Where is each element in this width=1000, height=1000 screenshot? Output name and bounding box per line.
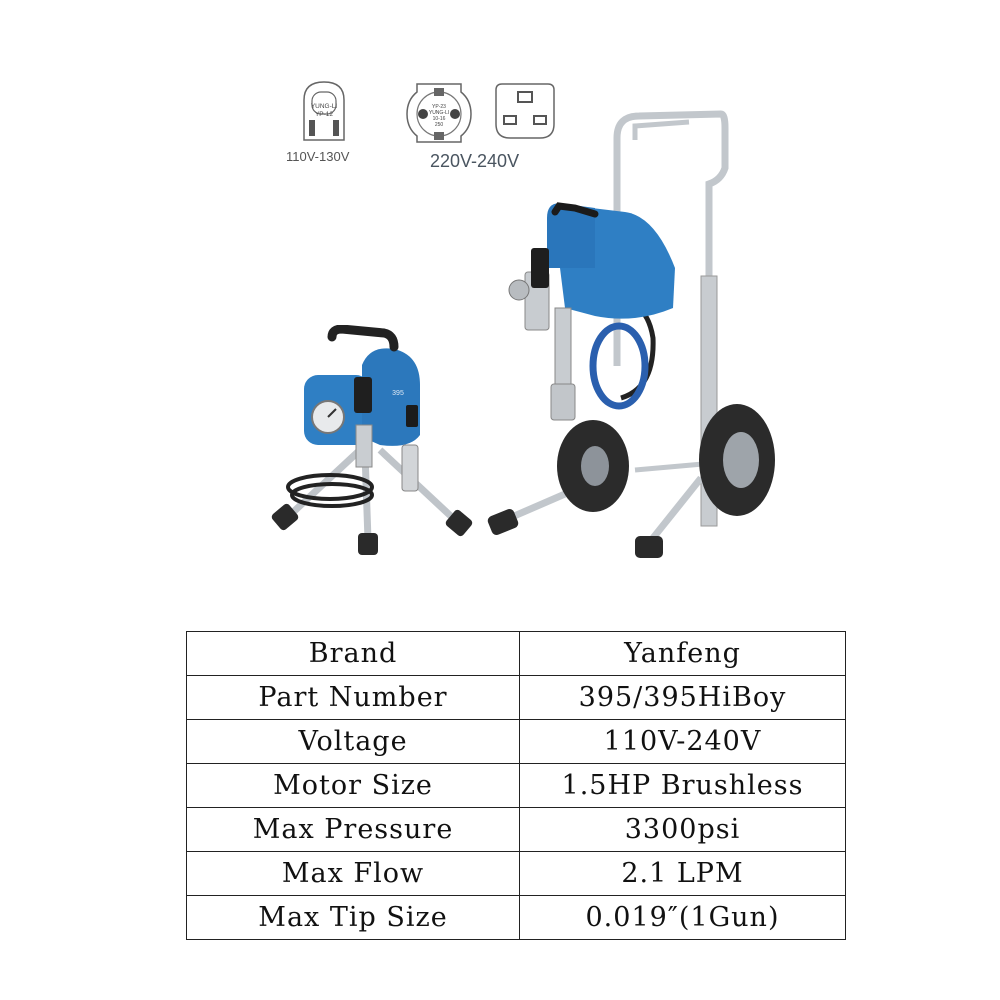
- small-sprayer-model-label: 395: [392, 390, 404, 397]
- spec-label: Part Number: [187, 676, 520, 720]
- us-plug-icon: [292, 78, 356, 144]
- eu-plug-icon: [403, 78, 475, 148]
- small-sprayer-image: [270, 325, 480, 560]
- spec-value: 0.019″(1Gun): [520, 896, 846, 940]
- spec-label: Max Flow: [187, 852, 520, 896]
- table-row: [187, 896, 846, 940]
- spec-label: Max Pressure: [187, 808, 520, 852]
- hiboy-sprayer-image: [485, 108, 785, 563]
- us-plug-marking-1: YUNG-LI: [310, 103, 338, 110]
- table-row: [187, 808, 846, 852]
- table-row: [187, 764, 846, 808]
- low-voltage-label: 110V-130V: [286, 149, 350, 164]
- spec-table: [186, 631, 846, 940]
- us-plug-marking-2: YP-12: [314, 111, 334, 118]
- spec-label: Brand: [187, 632, 520, 676]
- eu-plug-marking-2: YUNG-LI: [428, 110, 450, 116]
- table-row: [187, 632, 846, 676]
- eu-plug-marking-1: YP-23: [432, 104, 446, 110]
- table-row: [187, 852, 846, 896]
- spec-value: 2.1 LPM: [520, 852, 846, 896]
- spec-label: Voltage: [187, 720, 520, 764]
- spec-value: 1.5HP Brushless: [520, 764, 846, 808]
- spec-label: Motor Size: [187, 764, 520, 808]
- spec-value: 395/395HiBoy: [520, 676, 846, 720]
- spec-value: 110V-240V: [520, 720, 846, 764]
- spec-value: Yanfeng: [520, 632, 846, 676]
- table-row: [187, 720, 846, 764]
- table-row: [187, 676, 846, 720]
- high-voltage-label: 220V-240V: [430, 151, 520, 171]
- spec-value: 3300psi: [520, 808, 846, 852]
- eu-plug-marking-3: 10-16: [432, 116, 446, 122]
- spec-label: Max Tip Size: [187, 896, 520, 940]
- eu-plug-marking-4: 250: [434, 122, 444, 128]
